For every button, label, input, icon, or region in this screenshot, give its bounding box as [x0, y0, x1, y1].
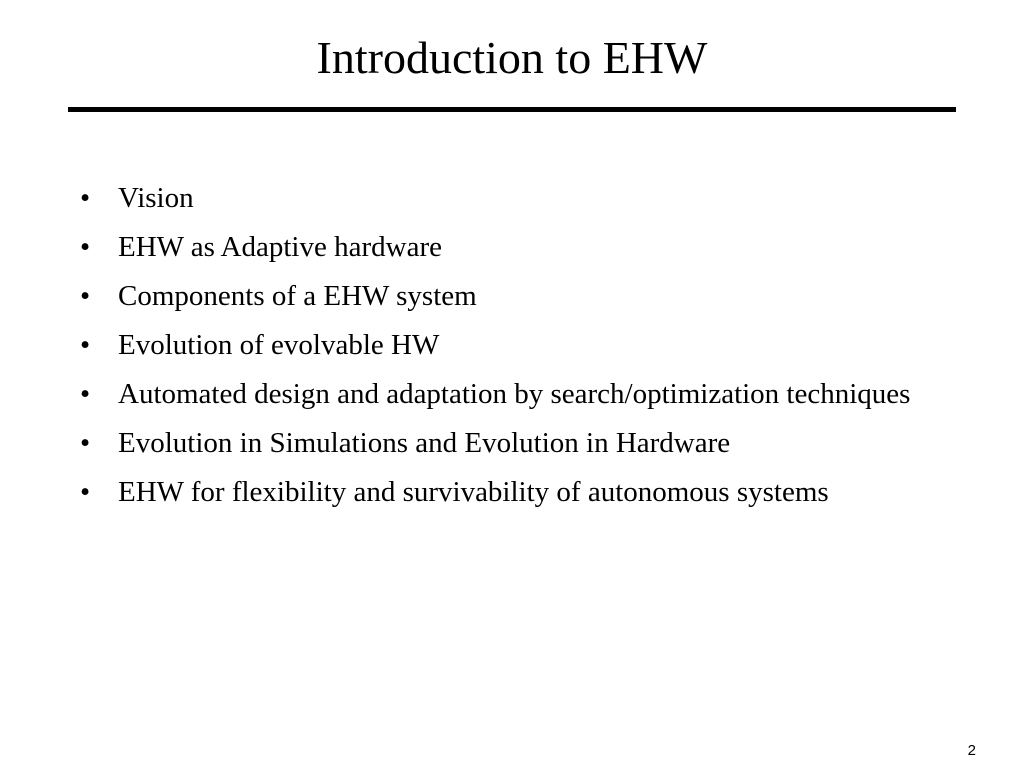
- bullet-text: Vision: [118, 182, 194, 214]
- bullet-item-evolution-of-hw: [80, 325, 928, 365]
- bullet-text: Components of a EHW system: [118, 280, 477, 312]
- bullet-icon: •: [80, 329, 91, 361]
- page-number: 2: [967, 742, 976, 759]
- bullet-icon: •: [80, 231, 91, 263]
- bullet-text: EHW for flexibility and survivability of autonomous systems: [118, 476, 829, 508]
- bullet-icon: •: [80, 182, 91, 214]
- bullet-icon: •: [80, 427, 91, 459]
- bullet-item-automated-design: [80, 374, 928, 414]
- bullet-item-components: [80, 276, 928, 316]
- bullet-list: [80, 178, 928, 521]
- bullet-icon: •: [80, 280, 91, 312]
- bullet-text: Evolution of evolvable HW: [118, 329, 440, 361]
- bullet-item-simulation-vs-hardware: [80, 423, 928, 463]
- bullet-item-flexibility-survivability: [80, 472, 928, 512]
- bullet-text: Evolution in Simulations and Evolution in Hardware: [118, 427, 731, 459]
- bullet-item-adaptive-hardware: [80, 227, 928, 267]
- title-divider: [68, 107, 956, 112]
- bullet-icon: •: [80, 378, 91, 410]
- slide-title: Introduction to EHW: [316, 32, 708, 83]
- bullet-text: Automated design and adaptation by search/optimization techniques: [118, 378, 911, 410]
- bullet-icon: •: [80, 476, 91, 508]
- bullet-text: EHW as Adaptive hardware: [118, 231, 442, 263]
- bullet-item-vision: [80, 178, 928, 218]
